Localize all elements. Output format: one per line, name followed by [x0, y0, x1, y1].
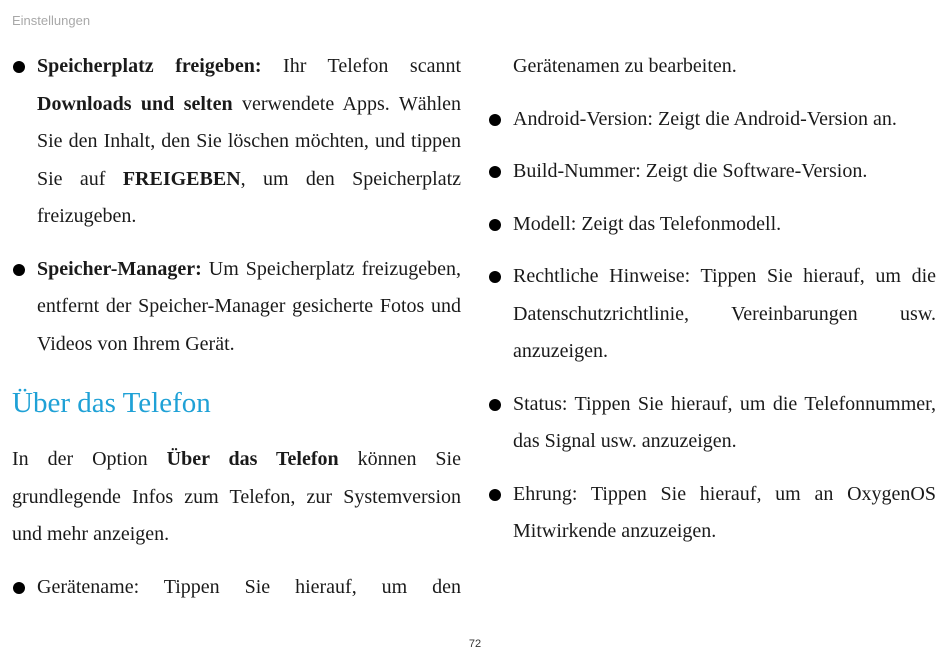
- intro-text-1: In der Option: [12, 448, 167, 470]
- status-text: Status: Tippen Sie hierauf, um die Telefonnummer, das Signal usw. anzuzeigen.: [513, 392, 936, 452]
- bullet-model: [488, 206, 936, 244]
- bullet-dot: [489, 489, 501, 501]
- honor-text: Ehrung: Tippen Sie hierauf, um an OxygenOS Mitwirkende anzuzeigen.: [513, 482, 936, 542]
- intro-paragraph: [12, 441, 461, 554]
- legal-notices-text: Rechtliche Hinweise: Tippen Sie hierauf, um die Datenschutzrichtlinie, Vereinbarungen usw. anzuzeigen.: [513, 265, 936, 362]
- bullet-device-name: [12, 569, 461, 607]
- storage-free-bold-3: FREIGEBEN: [122, 167, 241, 190]
- storage-free-bold-2: Downloads und selten: [37, 92, 233, 115]
- header-title: Einstellungen: [12, 13, 91, 28]
- storage-manager-text: Um Speicherplatz freizugeben, entfernt der Speicher-Manager gesicherte Fotos und Videos von Ihrem Gerät.: [37, 257, 461, 355]
- storage-free-text-2: verwendete Apps. Wählen Sie den Inhalt, den Sie löschen möchten, und tippen Sie auf: [37, 92, 462, 190]
- section-heading: Über das Telefon: [12, 387, 211, 419]
- bullet-storage-manager: [12, 251, 461, 364]
- device-name-text: Gerätename: Tippen Sie hierauf, um den: [37, 575, 461, 598]
- device-name-continued: Gerätenamen zu bearbeiten.: [513, 55, 737, 77]
- model-text: Modell: Zeigt das Telefonmodell.: [513, 212, 782, 235]
- storage-manager-label: Speicher-Manager:: [37, 257, 202, 280]
- bullet-dot: [13, 61, 25, 73]
- bullet-build-number: [488, 153, 936, 191]
- bullet-dot: [489, 114, 501, 126]
- intro-text-2: können Sie grundlegende Infos zum Telefon, zur Systemversion und mehr anzeigen.: [12, 448, 461, 545]
- left-column: [12, 48, 461, 606]
- storage-free-text-1: Ihr Telefon scannt: [261, 55, 462, 77]
- storage-free-label: Speicherplatz freigeben:: [37, 55, 262, 77]
- bullet-dot: [13, 264, 25, 276]
- bullet-status: [488, 386, 936, 461]
- storage-free-text-3: , um den Speicherplatz freizugeben.: [37, 167, 461, 227]
- android-version-text: Android-Version: Zeigt die Android-Version an.: [513, 107, 897, 130]
- bullet-android-version: [488, 101, 936, 139]
- bullet-dot: [489, 271, 501, 283]
- build-number-text: Build-Nummer: Zeigt die Software-Version.: [513, 160, 868, 182]
- bullet-legal-notices: [488, 258, 936, 371]
- bullet-storage-free: [12, 48, 461, 236]
- page-number: 72: [468, 638, 482, 650]
- intro-bold: Über das Telefon: [166, 448, 339, 470]
- bullet-dot: [489, 399, 501, 411]
- bullet-dot: [13, 582, 25, 594]
- bullet-honor: [488, 476, 936, 551]
- bullet-dot: [489, 219, 501, 231]
- bullet-dot: [489, 166, 501, 178]
- right-column: [488, 48, 936, 551]
